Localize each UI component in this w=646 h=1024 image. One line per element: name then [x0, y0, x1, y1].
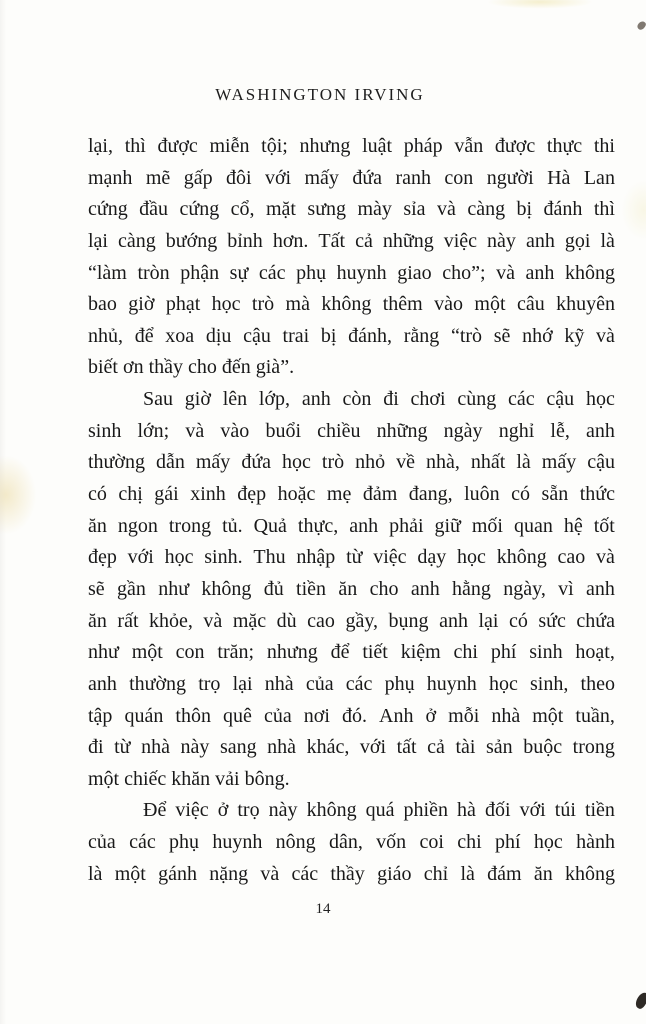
text-line: như một con trăn; nhưng để tiết kiệm chi phí sinh hoạt,	[88, 641, 615, 664]
text-line: Để việc ở trọ này không quá phiền hà đối với túi tiền	[143, 799, 615, 822]
scan-speck-icon	[633, 991, 646, 1011]
text-line: ăn rất khỏe, và mặc dù cao gầy, bụng anh lại có sức chứa	[88, 609, 615, 632]
text-line: một chiếc khăn vải bông.	[88, 767, 290, 790]
text-line: có chị gái xinh đẹp hoặc mẹ đảm đang, luôn có sẵn thức	[88, 483, 615, 506]
page-number: 14	[315, 901, 331, 917]
text-line: bao giờ phạt học trò mà không thêm vào một câu khuyên	[88, 293, 615, 316]
text-line: nhủ, để xoa dịu cậu trai bị đánh, rằng “trò sẽ nhớ kỹ và	[88, 324, 615, 347]
text-line: sinh lớn; và vào buổi chiều những ngày nghỉ lễ, anh	[88, 419, 615, 442]
text-line: là một gánh nặng và các thầy giáo chỉ là đám ăn không	[88, 862, 615, 885]
text-line: biết ơn thầy cho đến già”.	[88, 356, 295, 379]
scan-speck-icon	[636, 20, 646, 31]
text-block	[88, 131, 615, 890]
text-line: tập quán thôn quê của nơi đó. Anh ở mỗi nhà một tuần,	[88, 704, 615, 727]
text-line: mạnh mẽ gấp đôi với mấy đứa ranh con người Hà Lan	[88, 166, 615, 189]
text-line: thường dẫn mấy đứa học trò nhỏ về nhà, nhất là mấy cậu	[88, 451, 615, 474]
text-line: lại, thì được miễn tội; nhưng luật pháp vẫn được thực thi	[88, 135, 615, 157]
text-line: Sau giờ lên lớp, anh còn đi chơi cùng các cậu học	[143, 388, 615, 411]
text-line: lại càng bướng bỉnh hơn. Tất cả những việc này anh gọi là	[88, 229, 615, 252]
text-line: “làm tròn phận sự các phụ huynh giao cho”; và anh không	[88, 261, 615, 284]
text-line: anh thường trọ lại nhà của các phụ huynh học sinh, theo	[88, 672, 615, 695]
text-line: sẽ gần như không đủ tiền ăn cho anh hằng ngày, vì anh	[88, 577, 615, 600]
text-line: ăn ngon trong tủ. Quả thực, anh phải giữ mối quan hệ tốt	[88, 514, 615, 537]
text-line: của các phụ huynh nông dân, vốn coi chi phí học hành	[88, 831, 615, 854]
text-line: đẹp với học sinh. Thu nhập từ việc dạy học không cao và	[88, 546, 615, 569]
text-line: đi từ nhà này sang nhà khác, với tất cả tài sản buộc trong	[88, 736, 615, 759]
text-line: cứng đầu cứng cổ, mặt sưng mày sỉa và càng bị đánh thì	[88, 198, 615, 221]
running-header: WASHINGTON IRVING	[215, 85, 425, 104]
